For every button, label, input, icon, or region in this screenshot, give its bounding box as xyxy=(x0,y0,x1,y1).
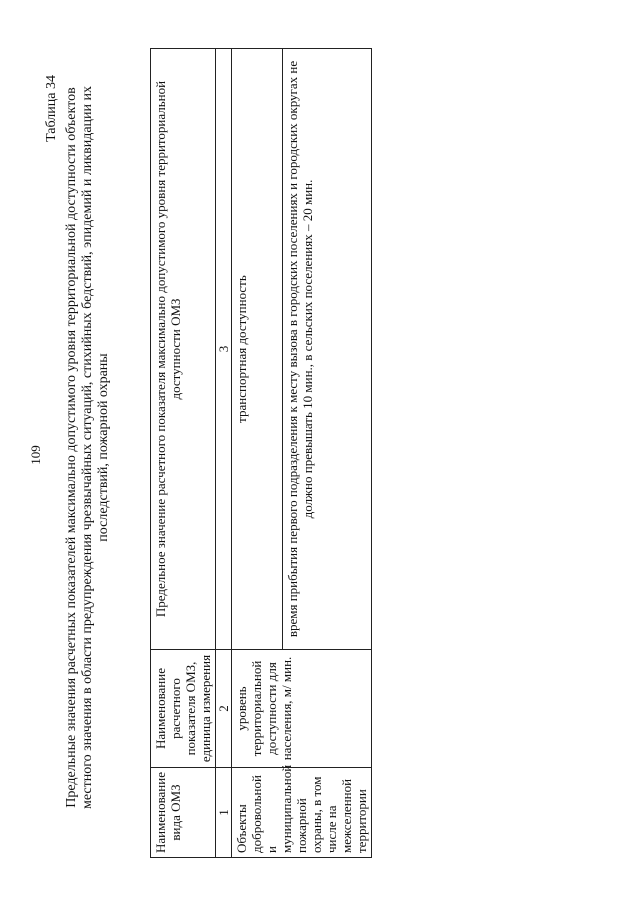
column-number-1: 1 xyxy=(216,768,232,858)
column-number-3: 3 xyxy=(216,49,232,650)
omz-table xyxy=(150,48,372,858)
column-number-2: 2 xyxy=(216,650,232,768)
cell-access-type: транспортная доступность xyxy=(232,49,283,650)
header-indicator: Наименование расчетного показателя ОМЗ, единица измерения xyxy=(151,650,216,768)
table-number-row xyxy=(216,49,232,858)
table-row xyxy=(232,49,283,858)
cell-indicator: уровень территориальной доступности для населения, м/ мин. xyxy=(232,650,372,768)
header-object-type: Наименование вида ОМЗ xyxy=(151,768,216,858)
header-limit-value: Предельное значение расчетного показателя максимально допустимого уровня территориальной доступности ОМЗ xyxy=(151,49,216,650)
cell-limit-value: время прибытия первого подразделения к месту вызова в городских поселениях и городских округах не должно превышать 10 мин., в сельских поселениях – 20 мин. xyxy=(282,49,371,650)
table-header-row xyxy=(151,49,216,858)
table-label: Таблица 34 xyxy=(44,75,59,142)
rotated-sheet xyxy=(0,30,600,880)
cell-object-type: Объекты добровольной и муниципальной пожарной охраны, в том числе на межселенной территории xyxy=(232,768,372,858)
page-number: 109 xyxy=(28,445,43,465)
table-caption: Предельные значения расчетных показателей максимально допустимого уровня территориальной доступности объектов местного значения в области предупреждения чрезвычайных ситуаций, стихийных бедствий, эпидемий и ликвидации их последствий, пожарной охраны xyxy=(64,85,111,810)
